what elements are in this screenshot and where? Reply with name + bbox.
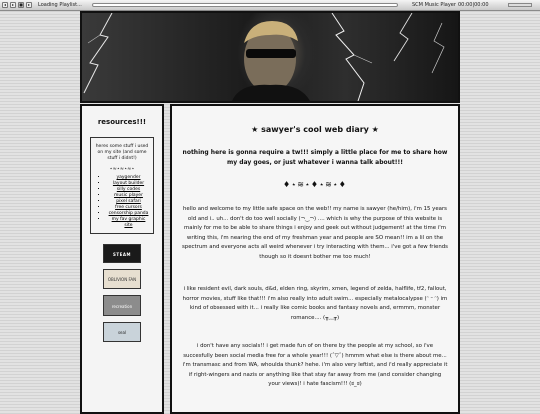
- next-icon[interactable]: ▸: [27, 2, 30, 7]
- resources-box: [90, 137, 154, 234]
- link-silly-codes[interactable]: silly codes: [116, 187, 141, 192]
- play-icon[interactable]: ▸: [11, 2, 14, 7]
- link-graphic-site[interactable]: my fav graphic site: [111, 217, 146, 228]
- lightning-banner-art: [82, 13, 458, 101]
- stop-icon[interactable]: ■: [19, 2, 23, 7]
- star-icon: ★: [251, 125, 259, 134]
- recreation-badge: recreation: [103, 295, 141, 316]
- oblivion-badge: OBLIVION FAN: [103, 269, 141, 289]
- link-censorship-panda[interactable]: censorship panda: [108, 211, 149, 216]
- intro-text: nothing here is gonna require a tw!!! simply a little place for me to share how my day goes, or just whatever i wanna talk about!!!: [182, 149, 448, 166]
- bat-ornament-icon: ♦⋆≋⋆♦⋆≋⋆♦: [283, 180, 347, 189]
- link-pixel-safari[interactable]: pixel safari: [116, 199, 141, 204]
- steam-badge: STEAM: [103, 244, 141, 263]
- volume-slider[interactable]: [508, 3, 532, 7]
- resources-info: heres some stuff i used on my site (and some stuff i didnt!): [95, 144, 149, 161]
- header-banner: [80, 11, 460, 103]
- paragraph-socials: i don't have any socials!! i get made fun of on there by the people at my school, so i've succesfully been social media free for a whole year!!! (ˆ▽ˆ) hmmm what else is there about me... i'm transmasc and from WA, whoulda thunk? hehe. i'm also very leftist, and i'd really appreciate it if right-wingers and nazis or anything like that stay far away from me (and consider changing your views)! i hate fascism!!! (ಠ_ಠ): [182, 343, 448, 387]
- sidebar-title: resources!!!: [97, 118, 147, 126]
- diary-panel: [170, 104, 460, 414]
- link-layout-builder[interactable]: layout builder: [112, 181, 145, 186]
- seek-bar[interactable]: [92, 3, 398, 7]
- star-icon: ★: [371, 125, 379, 134]
- resources-sidebar: [80, 104, 164, 414]
- prev-icon[interactable]: ◂: [3, 2, 6, 7]
- title-text: sawyer's cool web diary: [261, 125, 369, 134]
- link-music-player[interactable]: music player: [114, 193, 143, 198]
- resource-links: [94, 175, 150, 229]
- music-player: [0, 0, 540, 11]
- paragraph-interests: i like resident evil, dark souls, d&d, elden ring, skyrim, xmen, legend of zelda, halflife, tf2, fallout, horror movies, stuff like that!!! i'm also really into adult swim... especially metalocalypse (ᵔ ᵕ ᵔ) im kind of obsessed with it... i really like comic books and fantasy novels and, ermmm, monster romance.... (╥﹏╥): [182, 286, 448, 321]
- player-time: 00:00|00:00: [458, 2, 489, 8]
- bat-divider-icon: ⋆≈⋆≈⋆≈⋆: [109, 166, 135, 172]
- player-status: Loading Playlist...: [38, 2, 82, 8]
- seal-badge: seal: [103, 322, 141, 342]
- page-title: [182, 125, 448, 134]
- link-free-cursors[interactable]: free cursors: [115, 205, 142, 210]
- player-name: SCM Music Player: [412, 2, 456, 8]
- link-yaygender[interactable]: yaygender: [116, 175, 141, 180]
- paragraph-about: hello and welcome to my little safe space on the web!! my name is sawyer (he/him), i'm 15 years old and i.. uh... don't do too well socially (¬‿¬) .... which is why the purpose of this website is mainly for me to be able to share things i enjoy and geek out without judgement! at the time i'm writing this, i'm nearing the end of my freshman year and people are SO mean!! im a lil on the spectrum and everyone acts all weird whenever i try interacting with them... i've got a few friends though so it doesnt bother me too much!: [182, 206, 448, 260]
- list-item: [107, 217, 150, 229]
